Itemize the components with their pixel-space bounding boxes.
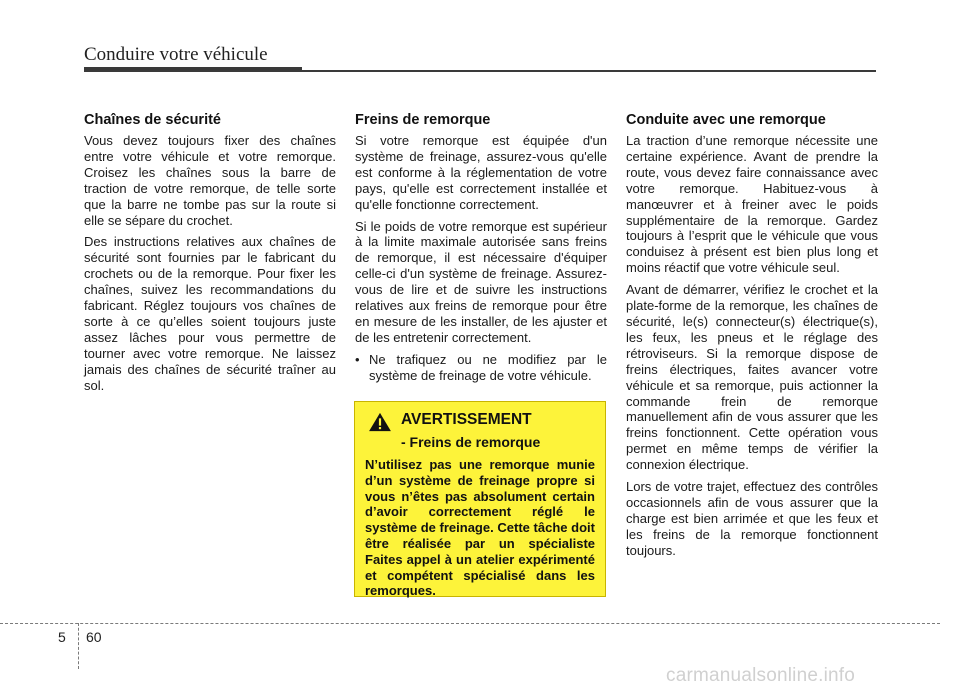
warning-triangle-icon	[367, 412, 393, 432]
paragraph: Vous devez toujours fixer des chaînes entre votre véhicule et votre remorque. Croisez les chaînes sous la barre de traction de votre remorque, de telle sorte que la barre ne tombe pas sur la route si elle se sépare du crochet.	[84, 133, 336, 228]
bullet-item	[355, 352, 607, 384]
section-title-trailer-brakes: Freins de remorque	[355, 112, 491, 128]
warning-box	[354, 401, 606, 597]
paragraph: Si le poids de votre remorque est supérieur à la limite maximale autorisée sans freins de remorque, il est nécessaire d'équiper celle-ci d'un système de freinage. Assurez-vous de lire et de suivre les instructions relatives aux freins de remorque pour être en mesure de les installer, de les ajuster et de les entretenir correctement.	[355, 218, 607, 345]
warning-body: N’utilisez pas une remorque munie d’un système de freinage propre si vous n’êtes pas absolument certain d’avoir correctement réglé le système de freinage. Cette tâche doit être réalisée par un spécialiste Faites appel à un atelier expérimenté et compétent spécialisé dans les remorques.	[365, 457, 595, 599]
bullet-text: Ne trafiquez ou ne modifiez par le système de freinage de votre véhicule.	[369, 351, 607, 383]
paragraph: Lors de votre trajet, effectuez des contrôles occasionnels afin de vous assurer que la charge est bien arrimée et que les feux et les freins de la remorque fonctionnent toujours.	[626, 479, 878, 558]
warning-title: AVERTISSEMENT	[401, 411, 532, 428]
page-number: 60	[86, 629, 102, 645]
column-driving-with-trailer	[626, 112, 878, 565]
column-trailer-brakes	[355, 112, 607, 384]
paragraph: Des instructions relatives aux chaînes de sécurité sont fournies par le fabricant du crochets ou de la remorque. Pour fixer les chaînes, suivez les recommandations du fabricant. Réglez toujours vos chaînes de sorte à ce qu’elles soient toujours juste assez lâches pour vous permettre de tourner avec votre remorque. Ne laissez jamais des chaînes de sécurité traîner au sol.	[84, 234, 336, 393]
footer-divider	[78, 623, 79, 669]
warning-subtitle: - Freins de remorque	[401, 434, 541, 450]
chapter-number: 5	[58, 629, 66, 645]
header-rule-thin	[302, 70, 876, 72]
warning-header	[365, 410, 595, 432]
section-title-driving-with-trailer: Conduite avec une remorque	[626, 112, 826, 128]
paragraph: La traction d’une remorque nécessite une certaine expérience. Avant de prendre la route, vous devez faire connaissance avec votre remorque. Habituez-vous à manœuvrer et à freiner avec le poids supplémentaire de la remorque. Gardez toujours à l’esprit que le véhicule que vous conduisez à présent est bien plus long et moins réactif que votre véhicule seul.	[626, 133, 878, 276]
column-safety-chains	[84, 112, 336, 400]
header-rule-thick	[84, 67, 302, 72]
paragraph: Si votre remorque est équipée d'un système de freinage, assurez-vous qu'elle est conforme à la réglementation de votre pays, qu'elle est correctement installée et qu'elle fonctionne correctement.	[355, 133, 607, 212]
footer-rule	[0, 623, 940, 624]
page-header-title: Conduire votre véhicule	[84, 44, 268, 65]
section-title-safety-chains: Chaînes de sécurité	[84, 112, 221, 128]
bullet-mark: •	[355, 351, 360, 367]
watermark: carmanualsonline.info	[666, 665, 856, 686]
paragraph: Avant de démarrer, vérifiez le crochet et la plate-forme de la remorque, les chaînes de sécurité, le(s) connecteur(s) électrique(s), les feux, les pneus et le réglage des rétroviseurs. Si la remorque dispose de freins électriques, faites avancer votre véhicule et sa remorque, puis actionner la commande frein de remorque manuellement afin de vous assurer que les freins fonctionnent. Cette opération vous permet en même temps de vérifier la connexion électrique.	[626, 282, 878, 473]
